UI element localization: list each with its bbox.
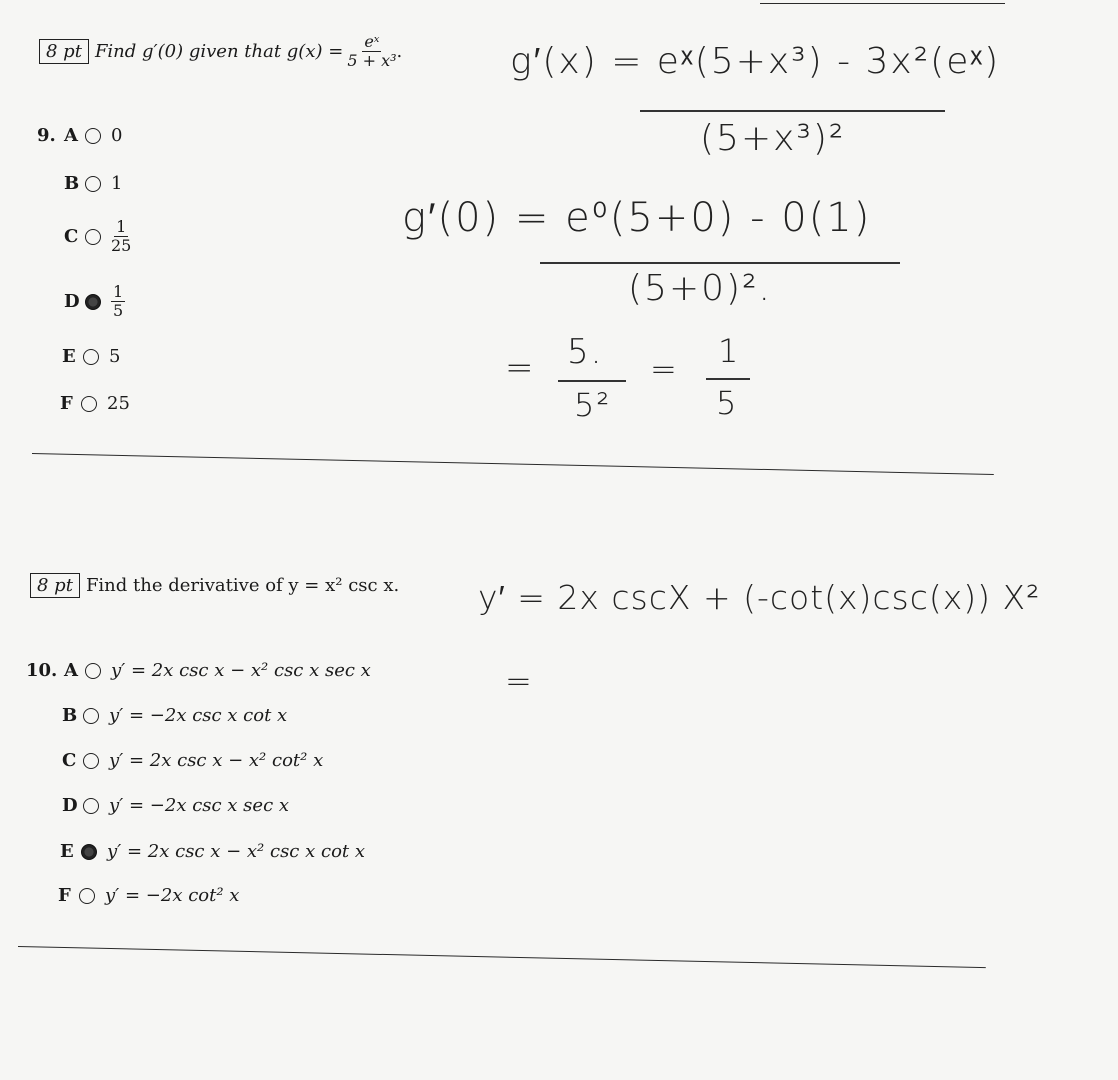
q9-option-e[interactable]: E 5 (62, 346, 121, 367)
q9-option-d-bubble-filled[interactable] (85, 294, 101, 310)
divider-rule-2 (18, 946, 986, 968)
q9-option-c-bubble[interactable] (85, 229, 101, 245)
q10-header (30, 573, 399, 598)
q9-work-line1-bar (640, 110, 945, 112)
q9-work-line2-bar (540, 262, 900, 264)
q9-option-f-bubble[interactable] (81, 396, 97, 412)
q10-option-a-bubble[interactable] (85, 663, 101, 679)
q9-points-box: 8 pt (39, 39, 89, 64)
q9-option-b[interactable]: B 1 (64, 173, 123, 194)
q9-prompt: Find g′(0) given that g(x) = (94, 41, 344, 63)
q9-work-line3-result-denominator: 5 (716, 384, 739, 422)
q10-option-d[interactable]: D y′ = −2x csc x sec x (62, 795, 290, 816)
q9-work-line3-result-numerator: 1 (718, 332, 741, 370)
q9-option-f[interactable]: F 25 (60, 393, 130, 414)
q10-option-e[interactable]: E y′ = 2x csc x − x² csc x cot x (60, 841, 366, 862)
q9-work-line3-equals: = (505, 348, 536, 388)
q9-number: 9. (37, 125, 56, 146)
q9-option-c[interactable]: C $\frac{1}{25}$ (64, 217, 132, 256)
q9-work-line1-numerator: g′(x) = eˣ(5+x³) - 3x²(eˣ) (510, 41, 1001, 82)
q9-work-line3-equals-2: = (650, 350, 679, 388)
q10-option-b-bubble[interactable] (83, 708, 99, 724)
q9-header: 8 pt Find g′(0) given that g(x) = $\frac{\text{eˣ}}{\text{5 + x³}}$ . (39, 33, 402, 71)
q9-option-a[interactable]: A 0 (64, 125, 123, 146)
q10-option-d-bubble[interactable] (83, 798, 99, 814)
top-rule (760, 3, 1005, 4)
q10-option-a[interactable]: A y′ = 2x csc x − x² csc x sec x (64, 660, 371, 681)
divider-rule-1 (32, 453, 994, 475)
q10-prompt: Find the derivative of y = x² csc x. (85, 575, 400, 596)
q10-work-line1: y′ = 2x cscX + (-cot(x)csc(x)) X² (478, 578, 1041, 617)
q9-work-line3-numerator: 5. (567, 332, 604, 372)
q9-option-b-bubble[interactable] (85, 176, 101, 192)
q10-option-e-bubble-filled[interactable] (81, 844, 97, 860)
q9-function-fraction: $\frac{\text{eˣ}}{\text{5 + x³}}$ (347, 32, 397, 71)
q9-work-line3-denominator: 5² (574, 386, 612, 424)
q10-option-c[interactable]: C y′ = 2x csc x − x² cot² x (62, 750, 324, 771)
q10-option-f-bubble[interactable] (79, 888, 95, 904)
q10-points-box: 8 pt (30, 573, 80, 598)
q9-work-line3-bar (558, 380, 626, 382)
q9-work-line1-denominator: (5+x³)² (700, 118, 846, 159)
q10-option-b[interactable]: B y′ = −2x csc x cot x (62, 705, 288, 726)
q9-work-line2-denominator: (5+0)². (628, 268, 772, 309)
q10-number: 10. (26, 660, 58, 681)
q10-option-f[interactable]: F y′ = −2x cot² x (58, 885, 240, 906)
q9-option-a-bubble[interactable] (85, 128, 101, 144)
q9-work-line3-result-bar (706, 378, 750, 380)
q9-option-e-bubble[interactable] (83, 349, 99, 365)
q9-work-line2-numerator: g′(0) = e⁰(5+0) - 0(1) (402, 195, 872, 241)
q10-work-line2: = (505, 662, 534, 700)
q9-option-d[interactable]: D $\frac{1}{5}$ (64, 282, 124, 321)
q10-option-c-bubble[interactable] (83, 753, 99, 769)
